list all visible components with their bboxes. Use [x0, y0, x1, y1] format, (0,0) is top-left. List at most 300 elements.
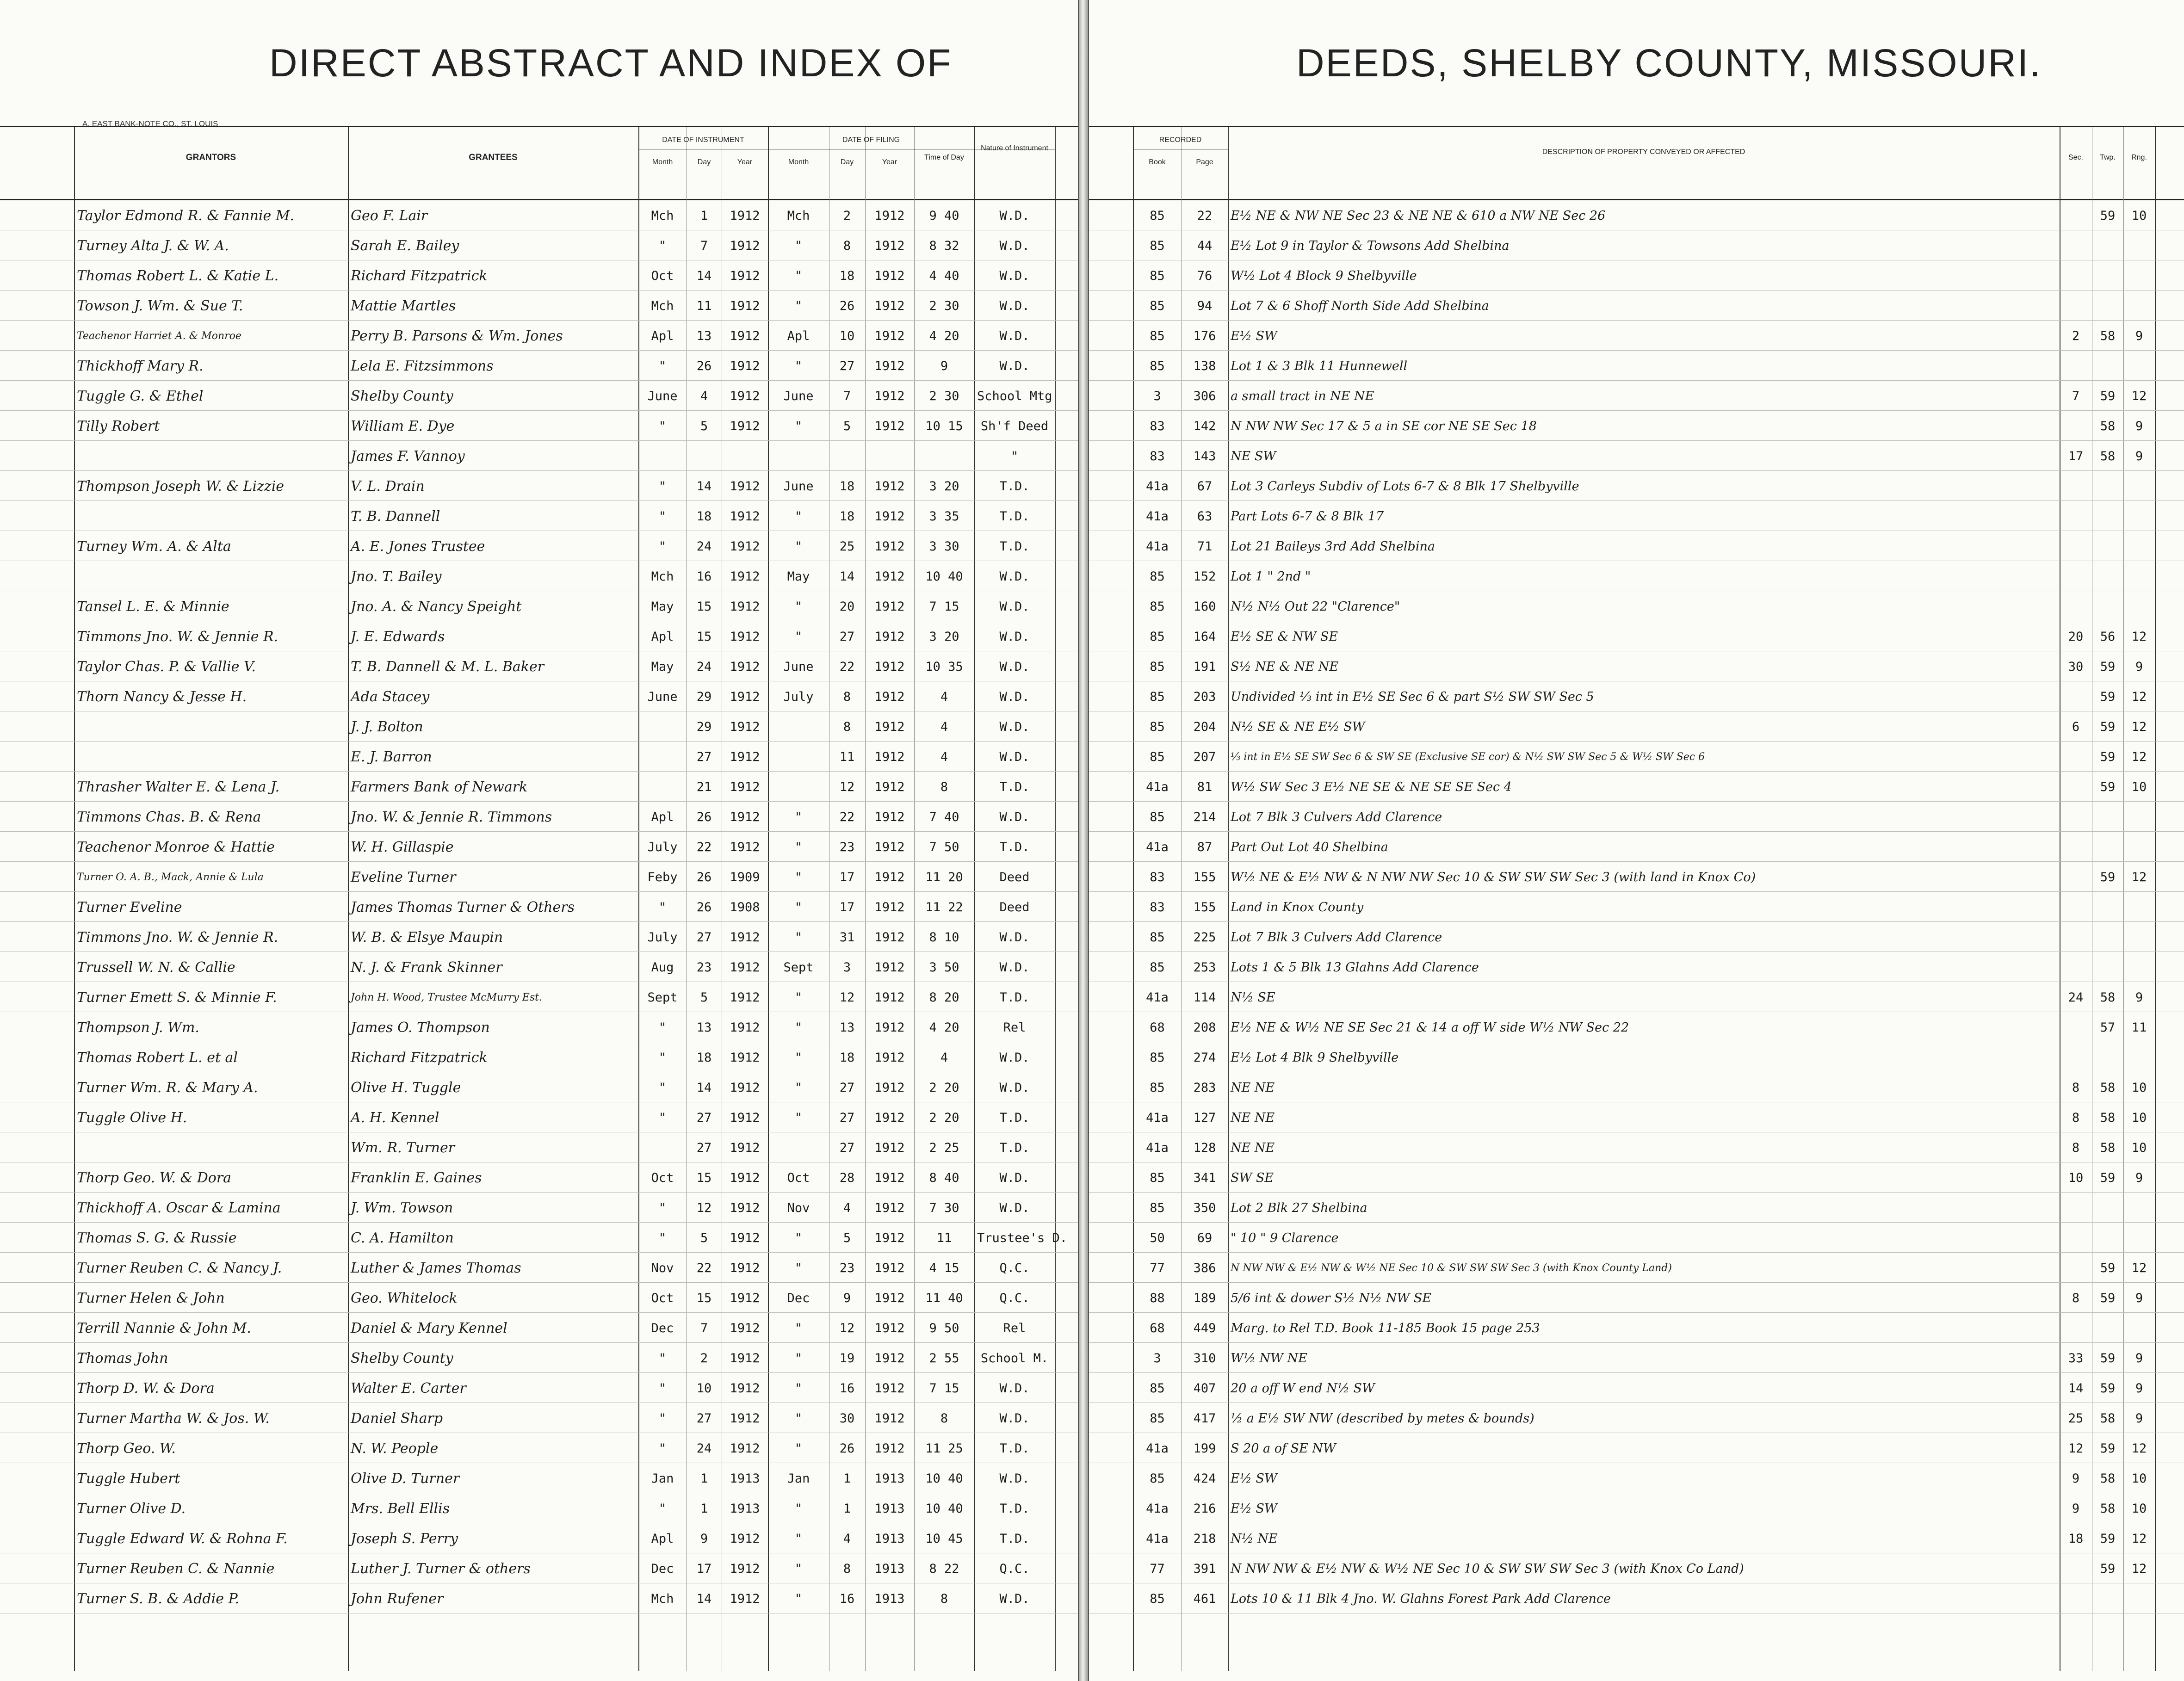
inst-month-cell: Mch	[651, 569, 674, 584]
book-cell: 68	[1150, 1321, 1165, 1335]
filing-month-cell: "	[794, 509, 803, 524]
row-rule	[0, 831, 1078, 832]
nature-cell: W.D.	[999, 720, 1030, 734]
nature-cell: School M.	[980, 1351, 1049, 1366]
inst-year-cell: 1912	[730, 239, 760, 253]
twp-cell: 58	[2100, 419, 2116, 433]
twp-cell	[2095, 1048, 2121, 1068]
book-cell: 85	[1150, 750, 1165, 764]
book-cell: 83	[1150, 900, 1165, 915]
grantee-cell: Sarah E. Bailey	[351, 238, 459, 254]
header-inst-day: Day	[697, 158, 711, 166]
description-cell: 5/6 int & dower S½ N½ NW SE	[1231, 1291, 1432, 1305]
sec-cell	[2062, 1559, 2089, 1579]
twp-cell: 58	[2100, 1111, 2116, 1125]
filing-day-cell: 26	[839, 299, 855, 313]
description-cell: Land in Knox County	[1231, 900, 1364, 915]
nature-cell: Trustee's D.	[977, 1231, 1068, 1245]
page-cell: 69	[1197, 1231, 1213, 1245]
row-rule	[0, 1252, 1078, 1253]
filing-year-cell: 1912	[874, 960, 905, 975]
filing-year-cell: 1912	[874, 720, 905, 734]
filing-day-cell: 1	[843, 1471, 851, 1486]
filing-year-cell: 1912	[874, 299, 905, 313]
grantor-cell: Turner Eveline	[77, 899, 182, 915]
filing-month-cell: "	[794, 1562, 803, 1576]
inst-year-cell: 1912	[730, 660, 760, 674]
rng-cell	[2126, 507, 2152, 526]
inst-month-cell: "	[658, 1201, 667, 1215]
sec-cell	[2062, 958, 2089, 977]
book-cell: 85	[1150, 1592, 1165, 1606]
grantee-cell: John H. Wood, Trustee McMurry Est.	[351, 992, 542, 1003]
filing-month-cell: "	[794, 269, 803, 283]
book-cell: 85	[1150, 299, 1165, 313]
inst-year-cell: 1912	[730, 630, 760, 644]
nature-cell: Deed	[999, 870, 1030, 884]
nature-cell: W.D.	[999, 269, 1030, 283]
inst-year-cell: 1912	[730, 569, 760, 584]
sec-cell: 8	[2072, 1291, 2080, 1305]
grantee-cell: Mattie Martles	[351, 298, 456, 314]
filing-year-cell: 1912	[874, 1291, 905, 1305]
book-cell: 85	[1150, 810, 1165, 824]
inst-day-cell: 7	[700, 239, 708, 253]
filing-month-cell: "	[794, 1081, 803, 1095]
top-rule	[0, 126, 1078, 127]
grantee-cell: Luther J. Turner & others	[351, 1561, 531, 1577]
inst-month-cell: "	[658, 1381, 667, 1396]
nature-cell: Deed	[999, 900, 1030, 915]
inst-month-cell: May	[651, 599, 674, 614]
rng-cell: 11	[2131, 1020, 2147, 1035]
filing-year-cell: 1912	[874, 389, 905, 403]
inst-year-cell: 1912	[730, 1321, 760, 1335]
page-cell: 87	[1197, 840, 1213, 854]
filing-month-cell: "	[794, 1051, 803, 1065]
inst-month-cell: "	[658, 1231, 667, 1245]
description-cell: NE SW	[1231, 449, 1276, 464]
page-cell: 417	[1193, 1411, 1216, 1426]
inst-year-cell: 1912	[730, 1051, 760, 1065]
grantee-cell: Joseph S. Perry	[351, 1531, 458, 1547]
description-cell: ½ a E½ SW NW (described by metes & bounds)	[1231, 1411, 1534, 1426]
description-cell: Lots 1 & 5 Blk 13 Glahns Add Clarence	[1231, 960, 1479, 975]
time-cell: 8	[940, 1411, 948, 1426]
time-cell: 7 15	[929, 599, 959, 614]
grantor-cell	[77, 567, 345, 587]
sec-cell	[2062, 417, 2089, 436]
nature-cell: T.D.	[999, 1532, 1030, 1546]
nature-cell: T.D.	[999, 1502, 1030, 1516]
book-cell: 77	[1150, 1562, 1165, 1576]
time-cell: 10 35	[925, 660, 963, 674]
filing-day-cell: 1	[843, 1502, 851, 1516]
row-rule	[0, 440, 1078, 441]
header-inst-month: Month	[652, 158, 673, 166]
nature-cell: Sh'f Deed	[980, 419, 1049, 433]
inst-year-cell: 1912	[730, 1171, 760, 1185]
header-rng: Rng.	[2131, 154, 2147, 161]
inst-year-cell: 1912	[730, 1231, 760, 1245]
inst-day-cell: 9	[700, 1532, 708, 1546]
filing-day-cell: 5	[843, 1231, 851, 1245]
inst-month-cell: Dec	[651, 1562, 674, 1576]
inst-month-cell: "	[658, 1502, 667, 1516]
time-cell: 10 40	[925, 1471, 963, 1486]
inst-year-cell: 1912	[730, 599, 760, 614]
inst-month-cell: Apl	[651, 1532, 674, 1546]
page-cell: 76	[1197, 269, 1213, 283]
time-cell: 3 50	[929, 960, 959, 975]
twp-cell: 58	[2100, 990, 2116, 1005]
inst-day-cell: 16	[696, 569, 712, 584]
header-description: DESCRIPTION OF PROPERTY CONVEYED OR AFFECTED	[1542, 148, 1745, 156]
rng-cell: 9	[2135, 1411, 2143, 1426]
grantee-cell: Geo F. Lair	[351, 208, 428, 224]
sec-cell: 20	[2068, 630, 2084, 644]
twp-cell	[2095, 507, 2121, 526]
twp-cell: 59	[2100, 389, 2116, 403]
filing-year-cell	[868, 447, 911, 466]
description-cell: a small tract in NE NE	[1231, 389, 1374, 403]
twp-cell	[2095, 357, 2121, 376]
filing-day-cell: 27	[839, 1081, 855, 1095]
time-cell: 2 30	[929, 299, 959, 313]
filing-year-cell: 1913	[874, 1502, 905, 1516]
row-rule	[1089, 470, 2184, 471]
sec-cell	[2062, 778, 2089, 797]
inst-year-cell: 1909	[730, 870, 760, 884]
book-cell: 85	[1150, 239, 1165, 253]
nature-cell: W.D.	[999, 1051, 1030, 1065]
twp-cell: 58	[2100, 449, 2116, 464]
inst-day-cell: 29	[696, 690, 712, 704]
book-cell: 85	[1150, 930, 1165, 945]
time-cell: 11 22	[925, 900, 963, 915]
row-rule	[1089, 1342, 2184, 1343]
inst-month-cell: Sept	[647, 990, 678, 1005]
row-rule	[0, 801, 1078, 802]
nature-cell: School Mtg	[977, 389, 1052, 403]
nature-cell: W.D.	[999, 599, 1030, 614]
filing-year-cell: 1912	[874, 1081, 905, 1095]
book-cell: 41a	[1146, 539, 1169, 554]
filing-month-cell: "	[794, 299, 803, 313]
inst-year-cell: 1912	[730, 299, 760, 313]
filing-month-cell: "	[794, 1321, 803, 1335]
filing-year-cell: 1912	[874, 750, 905, 764]
page-cell: 449	[1193, 1321, 1216, 1335]
filing-year-cell: 1913	[874, 1471, 905, 1486]
header-filing-year: Year	[882, 158, 897, 166]
nature-cell: Rel	[1003, 1020, 1026, 1035]
inst-month-cell: "	[658, 1020, 667, 1035]
twp-cell: 59	[2100, 1381, 2116, 1396]
grantee-cell: J. J. Bolton	[351, 719, 423, 735]
inst-month-cell: May	[651, 660, 674, 674]
page-cell: 283	[1193, 1081, 1216, 1095]
inst-day-cell: 23	[696, 960, 712, 975]
twp-cell: 56	[2100, 630, 2116, 644]
book-cell: 85	[1150, 359, 1165, 373]
twp-cell	[2095, 958, 2121, 977]
filing-year-cell: 1912	[874, 1231, 905, 1245]
inst-day-cell: 14	[696, 479, 712, 494]
filing-month-cell: "	[794, 900, 803, 915]
filing-year-cell: 1912	[874, 690, 905, 704]
inst-year-cell: 1912	[730, 840, 760, 854]
grantee-cell: Eveline Turner	[351, 869, 456, 885]
header-date-of-instrument: DATE OF INSTRUMENT	[662, 136, 744, 144]
nature-cell: W.D.	[999, 1081, 1030, 1095]
header-filing-month: Month	[788, 158, 809, 166]
inst-month-cell: Feby	[647, 870, 678, 884]
grantee-cell: J. Wm. Towson	[351, 1200, 453, 1216]
grantor-cell: Thomas John	[77, 1350, 168, 1366]
book-cell: 83	[1150, 449, 1165, 464]
filing-year-cell: 1912	[874, 630, 905, 644]
filing-year-cell: 1912	[874, 209, 905, 223]
inst-day-cell: 1	[700, 209, 708, 223]
inst-month-cell: Mch	[651, 299, 674, 313]
time-cell: 4	[940, 690, 948, 704]
inst-day-cell: 24	[696, 539, 712, 554]
rng-cell: 12	[2131, 690, 2147, 704]
page-cell: 191	[1193, 660, 1216, 674]
filing-month-cell: "	[794, 990, 803, 1005]
row-rule	[1089, 1192, 2184, 1193]
grantee-cell: Franklin E. Gaines	[351, 1170, 482, 1186]
grantor-cell: Timmons Chas. B. & Rena	[77, 809, 261, 825]
grantee-cell: A. H. Kennel	[351, 1110, 439, 1126]
book-cell: 85	[1150, 690, 1165, 704]
nature-cell: T.D.	[999, 539, 1030, 554]
rng-cell	[2126, 297, 2152, 316]
grantee-cell: Shelby County	[351, 1350, 453, 1366]
grantor-cell: Tuggle G. & Ethel	[77, 388, 204, 404]
page-cell: 253	[1193, 960, 1216, 975]
twp-cell	[2095, 567, 2121, 587]
description-cell: W½ SW Sec 3 E½ NE SE & NE SE SE Sec 4	[1231, 780, 1512, 794]
filing-month-cell: "	[794, 1532, 803, 1546]
nature-cell: T.D.	[999, 479, 1030, 494]
filing-month-cell: July	[783, 690, 814, 704]
book-cell: 85	[1150, 1201, 1165, 1215]
inst-day-cell: 27	[696, 1111, 712, 1125]
time-cell: 10 40	[925, 569, 963, 584]
nature-cell: W.D.	[999, 660, 1030, 674]
book-cell: 83	[1150, 419, 1165, 433]
filing-month-cell	[771, 748, 826, 767]
filing-day-cell: 5	[843, 419, 851, 433]
description-cell: Lot 21 Baileys 3rd Add Shelbina	[1231, 539, 1435, 554]
filing-day-cell: 27	[839, 630, 855, 644]
row-rule	[1089, 891, 2184, 892]
rng-cell: 12	[2131, 1261, 2147, 1275]
inst-year-cell: 1912	[730, 1201, 760, 1215]
grantee-cell: Jno. T. Bailey	[351, 569, 442, 585]
page-cell: 424	[1193, 1471, 1216, 1486]
row-rule	[0, 380, 1078, 381]
page-cell: 138	[1193, 359, 1216, 373]
nature-cell: "	[1010, 449, 1019, 464]
inst-day-cell: 1	[700, 1502, 708, 1516]
page-cell: 155	[1193, 900, 1216, 915]
rng-cell: 12	[2131, 1532, 2147, 1546]
time-cell: 9	[940, 359, 948, 373]
book-cell: 68	[1150, 1020, 1165, 1035]
page-cell: 207	[1193, 750, 1216, 764]
inst-month-cell	[641, 447, 684, 466]
inst-month-cell: June	[647, 389, 678, 403]
time-cell: 10 45	[925, 1532, 963, 1546]
nature-cell: W.D.	[999, 1471, 1030, 1486]
twp-cell	[2095, 1589, 2121, 1609]
description-cell: Lot 7 Blk 3 Culvers Add Clarence	[1231, 930, 1442, 945]
grantor-cell: Thorn Nancy & Jesse H.	[77, 689, 247, 705]
book-cell: 41a	[1146, 1532, 1169, 1546]
book-cell: 85	[1150, 1471, 1165, 1486]
inst-month-cell: June	[647, 690, 678, 704]
rng-cell	[2126, 567, 2152, 587]
filing-year-cell: 1912	[874, 269, 905, 283]
time-cell: 10 40	[925, 1502, 963, 1516]
nature-cell: W.D.	[999, 359, 1030, 373]
grantor-cell: Thomas Robert L. et al	[77, 1050, 238, 1066]
row-rule	[1089, 1282, 2184, 1283]
sec-cell: 12	[2068, 1441, 2084, 1456]
inst-month-cell: July	[647, 840, 678, 854]
grantee-cell: John Rufener	[351, 1591, 444, 1607]
row-rule	[0, 861, 1078, 862]
filing-day-cell: 2	[843, 209, 851, 223]
inst-day-cell: 21	[696, 780, 712, 794]
time-cell: 8	[940, 1592, 948, 1606]
time-cell: 4	[940, 720, 948, 734]
filing-year-cell: 1913	[874, 1592, 905, 1606]
inst-month-cell: Apl	[651, 810, 674, 824]
page-cell: 160	[1193, 599, 1216, 614]
inst-year-cell: 1912	[730, 209, 760, 223]
book-cell: 85	[1150, 1171, 1165, 1185]
inst-year-cell: 1912	[730, 479, 760, 494]
row-rule	[0, 891, 1078, 892]
description-cell: E½ SE & NW SE	[1231, 630, 1338, 644]
inst-month-cell: "	[658, 359, 667, 373]
rng-cell	[2126, 808, 2152, 827]
description-cell: W½ Lot 4 Block 9 Shelbyville	[1231, 269, 1417, 283]
grantee-cell: Daniel & Mary Kennel	[351, 1320, 507, 1336]
filing-year-cell: 1912	[874, 1111, 905, 1125]
rng-cell	[2126, 928, 2152, 947]
grantee-cell: A. E. Jones Trustee	[351, 538, 485, 555]
book-cell: 85	[1150, 1381, 1165, 1396]
page-cell: 203	[1193, 690, 1216, 704]
filing-month-cell: "	[794, 1592, 803, 1606]
twp-cell	[2095, 1199, 2121, 1218]
sec-cell	[2062, 687, 2089, 707]
row-rule	[0, 470, 1078, 471]
description-cell: Lot 2 Blk 27 Shelbina	[1231, 1201, 1367, 1215]
grantee-cell: C. A. Hamilton	[351, 1230, 454, 1246]
filing-month-cell: Dec	[787, 1291, 810, 1305]
description-cell: NE NE	[1231, 1111, 1275, 1125]
filing-year-cell: 1912	[874, 599, 905, 614]
nature-cell: W.D.	[999, 930, 1030, 945]
rng-cell: 12	[2131, 870, 2147, 884]
twp-cell: 59	[2100, 690, 2116, 704]
grantor-cell: Thorp Geo. W. & Dora	[77, 1170, 232, 1186]
inst-year-cell: 1912	[730, 1291, 760, 1305]
inst-year-cell: 1912	[730, 1532, 760, 1546]
time-cell: 7 15	[929, 1381, 959, 1396]
book-cell: 85	[1150, 720, 1165, 734]
description-cell: N NW NW & E½ NW & W½ NE Sec 10 & SW SW SW Sec 3 (with Knox Co Land)	[1231, 1562, 1744, 1576]
page-cell: 310	[1193, 1351, 1216, 1366]
filing-day-cell: 3	[843, 960, 851, 975]
header-date-of-filing: DATE OF FILING	[842, 136, 900, 144]
inst-year-cell: 1912	[730, 389, 760, 403]
grantor-cell: Thickhoff A. Oscar & Lamina	[77, 1200, 281, 1216]
filing-day-cell: 27	[839, 359, 855, 373]
filing-month-cell: Oct	[787, 1171, 810, 1185]
time-cell: 2 30	[929, 389, 959, 403]
twp-cell	[2095, 537, 2121, 556]
filing-year-cell: 1912	[874, 569, 905, 584]
rng-cell: 12	[2131, 720, 2147, 734]
row-rule	[0, 1372, 1078, 1373]
filing-month-cell: June	[783, 389, 814, 403]
grantor-cell: Thorp Geo. W.	[77, 1440, 176, 1457]
sec-cell: 9	[2072, 1502, 2080, 1516]
sec-cell: 33	[2068, 1351, 2084, 1366]
inst-day-cell: 4	[700, 389, 708, 403]
grantor-cell: Thorp D. W. & Dora	[77, 1380, 215, 1397]
twp-cell: 59	[2100, 1441, 2116, 1456]
description-cell: NE NE	[1231, 1081, 1275, 1095]
nature-cell: W.D.	[999, 1592, 1030, 1606]
sec-cell: 9	[2072, 1471, 2080, 1486]
grantor-cell: Turner Reuben C. & Nannie	[77, 1561, 275, 1577]
left-page	[0, 0, 1079, 1681]
nature-cell: W.D.	[999, 569, 1030, 584]
page-cell: 128	[1193, 1141, 1216, 1155]
filing-month-cell: "	[794, 1411, 803, 1426]
book-cell: 41a	[1146, 1111, 1169, 1125]
book-cell: 77	[1150, 1261, 1165, 1275]
page-cell: 127	[1193, 1111, 1216, 1125]
page-cell: 164	[1193, 630, 1216, 644]
rng-cell: 10	[2131, 209, 2147, 223]
filing-year-cell: 1912	[874, 1381, 905, 1396]
grantor-cell: Turney Wm. A. & Alta	[77, 538, 231, 555]
page-cell: 391	[1193, 1562, 1216, 1576]
header-inst-year: Year	[737, 158, 753, 166]
page-cell: 114	[1193, 990, 1216, 1005]
sec-cell	[2062, 748, 2089, 767]
sec-cell	[2062, 1319, 2089, 1338]
description-cell: N½ SE & NE E½ SW	[1231, 720, 1365, 734]
time-cell: 9 50	[929, 1321, 959, 1335]
filing-year-cell: 1912	[874, 930, 905, 945]
grantor-cell: Tuggle Olive H.	[77, 1110, 187, 1126]
grantee-cell: Mrs. Bell Ellis	[351, 1501, 450, 1517]
twp-cell	[2095, 898, 2121, 917]
filing-month-cell: Jan	[787, 1471, 810, 1486]
filing-day-cell: 27	[839, 1111, 855, 1125]
row-rule	[0, 1282, 1078, 1283]
